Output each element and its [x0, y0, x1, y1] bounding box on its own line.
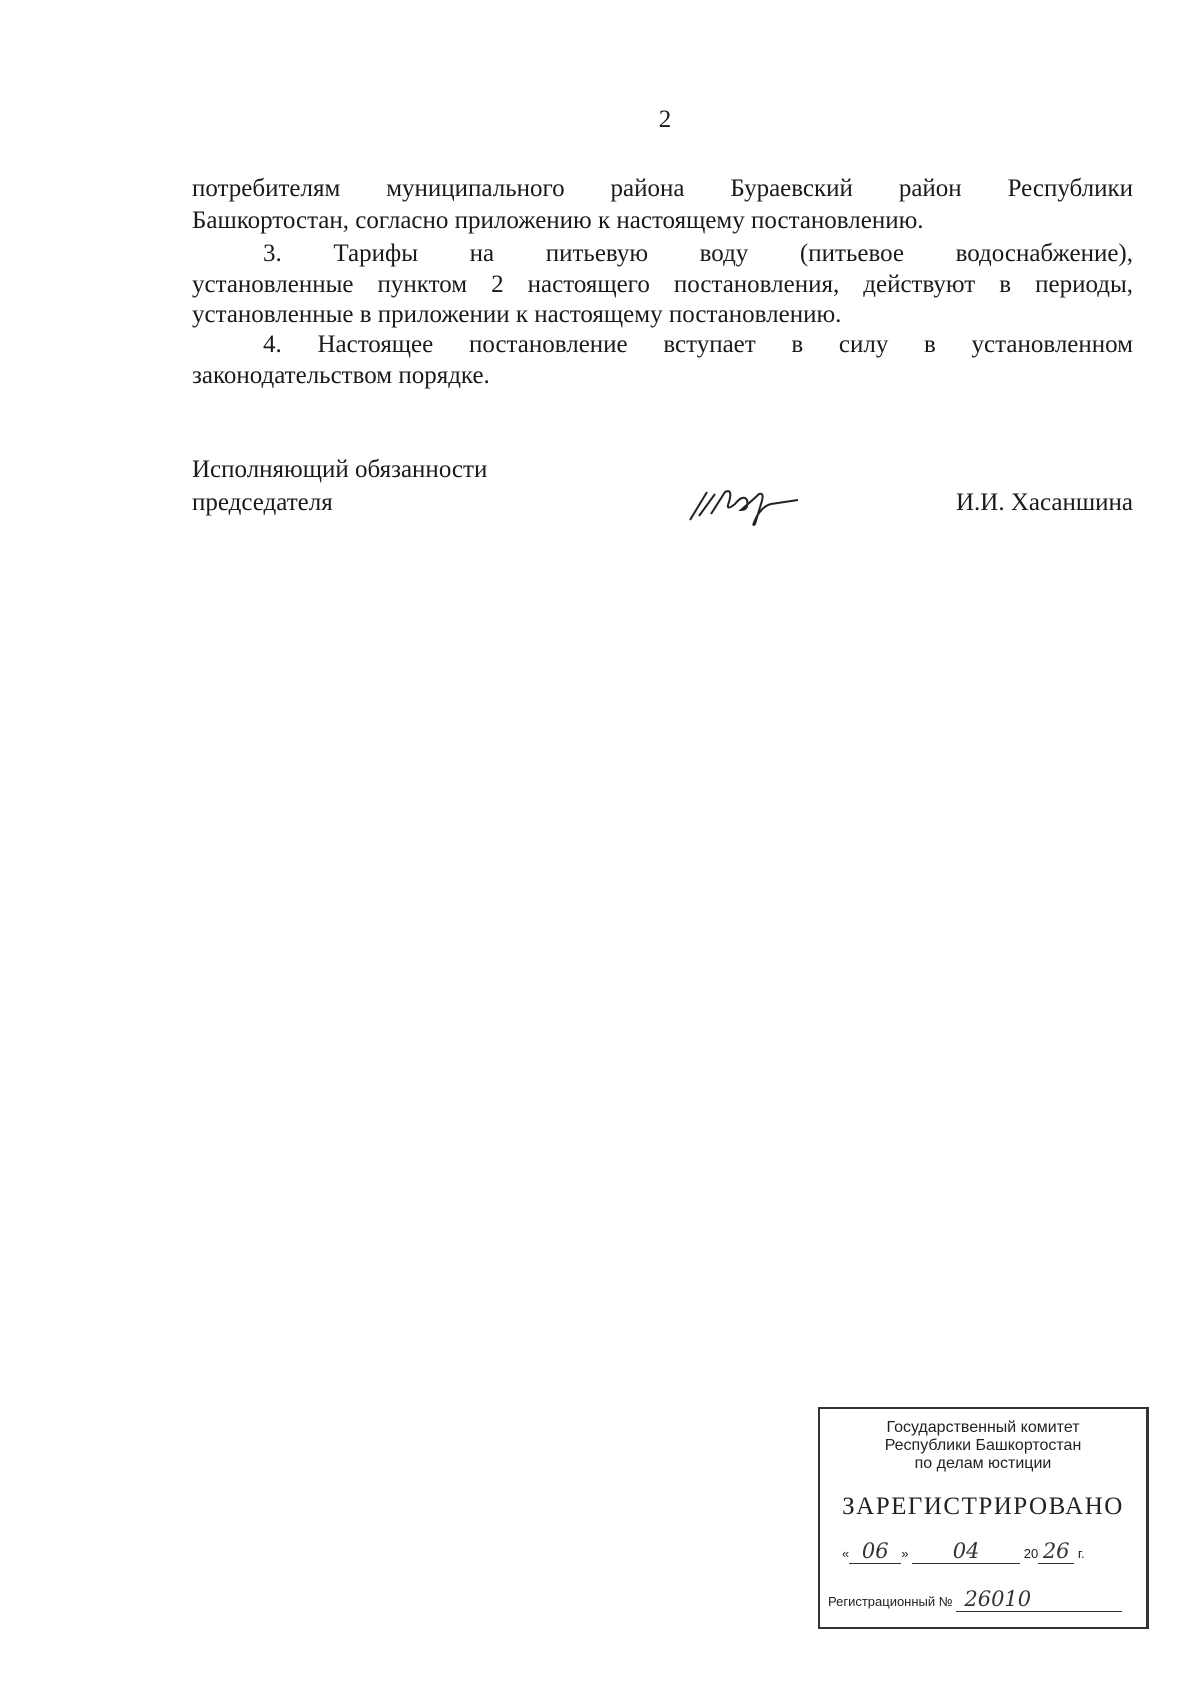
handwritten-signature	[685, 480, 800, 528]
signatory-name: И.И. Хасаншина	[956, 489, 1133, 516]
registration-stamp	[818, 1407, 1149, 1629]
stamp-day: 06	[849, 1539, 901, 1564]
quote-open: «	[842, 1546, 850, 1561]
signatory-position: Исполняющий обязанности	[192, 456, 488, 483]
body-line: законодательством порядке.	[192, 362, 490, 389]
stamp-registered-title: ЗАРЕГИСТРИРОВАНО	[842, 1493, 1124, 1520]
body-line: потребителям муниципального района Бураевский район Республики	[192, 175, 1133, 202]
stamp-reg-number	[828, 1587, 1136, 1612]
reg-label: Регистрационный №	[828, 1594, 953, 1609]
quote-close: »	[901, 1546, 909, 1561]
body-line: 3. Тарифы на питьевую воду (питьевое водоснабжение),	[263, 240, 1133, 267]
signatory-position-2: председателя	[192, 489, 333, 516]
reg-number: 26010	[956, 1587, 1122, 1612]
body-line: установленные в приложении к настоящему постановлению.	[192, 301, 842, 328]
year-prefix: 20	[1023, 1546, 1039, 1561]
body-line: Башкортостан, согласно приложению к настоящему постановлению.	[192, 207, 924, 234]
stamp-org-line: по делам юстиции	[914, 1455, 1052, 1472]
stamp-year: 26	[1038, 1539, 1074, 1564]
page-number: 2	[658, 106, 672, 133]
stamp-date	[842, 1539, 1136, 1564]
year-mark: г.	[1077, 1546, 1085, 1561]
body-line: 4. Настоящее постановление вступает в силу в установленном	[263, 331, 1133, 358]
body-line: установленные пунктом 2 настоящего постановления, действуют в периоды,	[192, 271, 1133, 298]
stamp-org-line: Республики Башкортостан	[884, 1437, 1082, 1454]
stamp-month: 04	[912, 1539, 1020, 1564]
stamp-org-line: Государственный комитет	[886, 1419, 1080, 1436]
